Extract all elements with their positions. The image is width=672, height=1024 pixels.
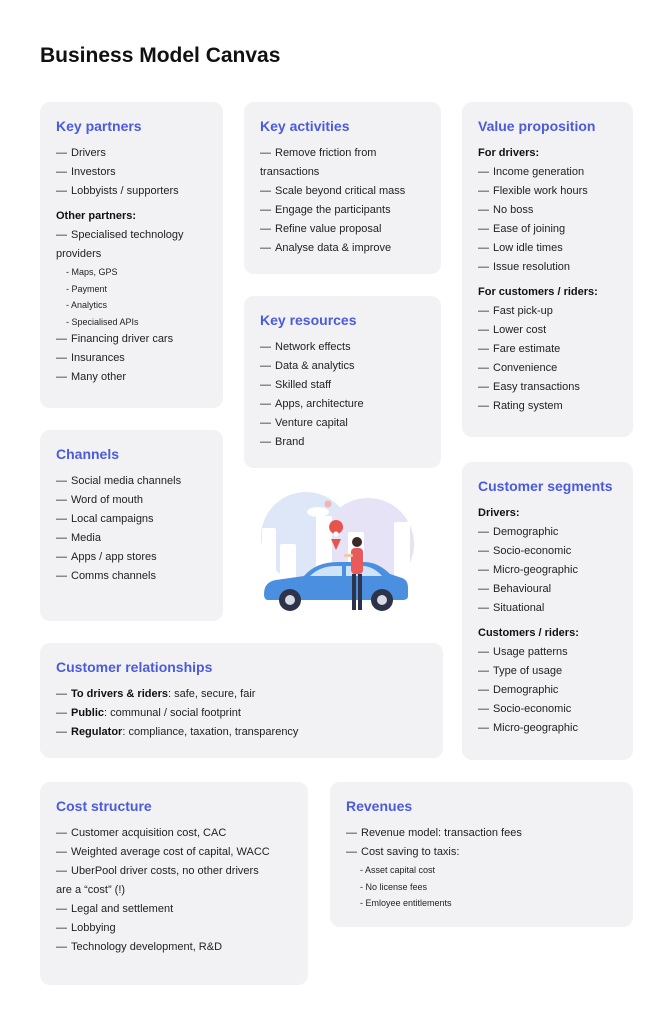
- list-item: — Insurances: [56, 352, 125, 364]
- sub-list-item: - Payment: [66, 283, 108, 294]
- list-item: — Flexible work hours: [478, 185, 588, 197]
- list-item: — Network effects: [260, 341, 351, 353]
- list-item: — Engage the participants: [260, 204, 391, 216]
- sub-list-item: - No license fees: [360, 881, 428, 892]
- list-item: — Lobbyists / supporters: [56, 185, 179, 197]
- channels-card: [40, 430, 223, 621]
- list-item: — Apps, architecture: [260, 398, 364, 410]
- list-item: — Venture capital: [260, 417, 348, 429]
- list-item: — Revenue model: transaction fees: [346, 827, 522, 839]
- list-item: — Data & analytics: [260, 360, 355, 372]
- list-item: — Word of mouth: [56, 494, 143, 506]
- list-item: — Convenience: [478, 362, 558, 374]
- page-title: Business Model Canvas: [40, 44, 281, 67]
- customer-relationships-heading: Customer relationships: [56, 659, 213, 675]
- list-item: — Cost saving to taxis:: [346, 846, 460, 858]
- list-item: — UberPool driver costs, no other drivers: [56, 865, 259, 877]
- drivers-segment-heading: Drivers:: [478, 507, 520, 519]
- key-partners-heading: Key partners: [56, 118, 142, 134]
- sub-list-item: - Specialised APIs: [66, 316, 139, 327]
- list-item: — Brand: [260, 436, 305, 448]
- cost-structure-heading: Cost structure: [56, 798, 152, 814]
- key-activities-card: [244, 102, 441, 274]
- sub-list-item: - Maps, GPS: [66, 267, 118, 277]
- value-proposition-card: [462, 102, 633, 437]
- list-item: — Ease of joining: [478, 223, 566, 235]
- key-partners-card: [40, 102, 223, 408]
- sun-dot: [325, 501, 332, 508]
- list-item: — Weighted average cost of capital, WACC: [56, 846, 270, 858]
- list-item: — Customer acquisition cost, CAC: [56, 827, 227, 839]
- list-item: — Issue resolution: [478, 261, 571, 273]
- for-drivers-heading: For drivers:: [478, 147, 540, 159]
- list-item: — Refine value proposal: [260, 223, 382, 235]
- customer-relationships-card: [40, 643, 443, 758]
- list-item: — No boss: [478, 204, 534, 216]
- list-item: — Regulator: compliance, taxation, transparency: [56, 726, 299, 738]
- list-item: — Fast pick-up: [478, 305, 553, 317]
- customer-segments-card: [462, 462, 633, 760]
- for-customers-heading: For customers / riders:: [478, 286, 598, 298]
- list-item: — Situational: [478, 602, 545, 614]
- list-item: — Apps / app stores: [56, 551, 157, 563]
- list-item: — Demographic: [478, 526, 559, 538]
- list-item: — Lower cost: [478, 324, 547, 336]
- list-item: — Analyse data & improve: [260, 242, 392, 254]
- list-item: — Easy transactions: [478, 381, 580, 393]
- list-item: — Media: [56, 532, 101, 544]
- list-item: — Social media channels: [56, 475, 182, 487]
- list-item: — Demographic: [478, 684, 559, 696]
- list-item: — Micro-geographic: [478, 564, 578, 576]
- list-item: — Technology development, R&D: [56, 941, 223, 953]
- list-item: — Micro-geographic: [478, 722, 578, 734]
- cost-structure-card: [40, 782, 308, 985]
- list-item-continued: transactions: [260, 166, 320, 178]
- cloud-shape: [307, 507, 329, 517]
- list-item: — Fare estimate: [478, 343, 561, 355]
- list-item: — Financing driver cars: [56, 333, 174, 345]
- list-item: — Remove friction from: [260, 147, 377, 159]
- sub-list-item: - Emloyee entitlements: [360, 898, 452, 908]
- sub-list-item: - Asset capital cost: [360, 865, 436, 875]
- list-item: — Comms channels: [56, 570, 156, 582]
- list-item: — Scale beyond critical mass: [260, 185, 406, 197]
- list-item: — Income generation: [478, 166, 585, 178]
- car-rider-illustration: [256, 482, 426, 622]
- customer-segments-heading: Customer segments: [478, 478, 613, 494]
- customers-segment-heading: Customers / riders:: [478, 627, 579, 639]
- list-item: — Rating system: [478, 400, 563, 412]
- list-item: — Local campaigns: [56, 513, 154, 525]
- revenues-heading: Revenues: [346, 798, 413, 814]
- list-item: — To drivers & riders: safe, secure, fair: [56, 688, 256, 700]
- key-resources-heading: Key resources: [260, 312, 357, 328]
- list-item: — Behavioural: [478, 583, 552, 595]
- list-item: — Socio-economic: [478, 545, 572, 557]
- list-item: — Type of usage: [478, 665, 563, 677]
- value-proposition-heading: Value proposition: [478, 118, 596, 134]
- sub-list-item: - Analytics: [66, 300, 108, 310]
- list-item: — Legal and settlement: [56, 903, 174, 915]
- list-item: — Public: communal / social footprint: [56, 707, 241, 719]
- other-partners-heading: Other partners:: [56, 210, 137, 222]
- key-resources-card: [244, 296, 441, 468]
- list-item: — Drivers: [56, 147, 106, 159]
- list-item: — Many other: [56, 371, 127, 383]
- channels-heading: Channels: [56, 446, 120, 462]
- list-item: — Investors: [56, 166, 116, 178]
- list-item: — Usage patterns: [478, 646, 568, 658]
- revenues-card: [330, 782, 633, 927]
- key-activities-heading: Key activities: [260, 118, 350, 134]
- list-item: — Specialised technology: [56, 229, 184, 241]
- list-item: — Low idle times: [478, 242, 563, 254]
- list-item: — Socio-economic: [478, 703, 572, 715]
- list-item-continued: providers: [56, 248, 102, 260]
- list-item-continued: are a “cost” (!): [56, 884, 126, 896]
- list-item: — Skilled staff: [260, 379, 332, 391]
- list-item: — Lobbying: [56, 922, 116, 934]
